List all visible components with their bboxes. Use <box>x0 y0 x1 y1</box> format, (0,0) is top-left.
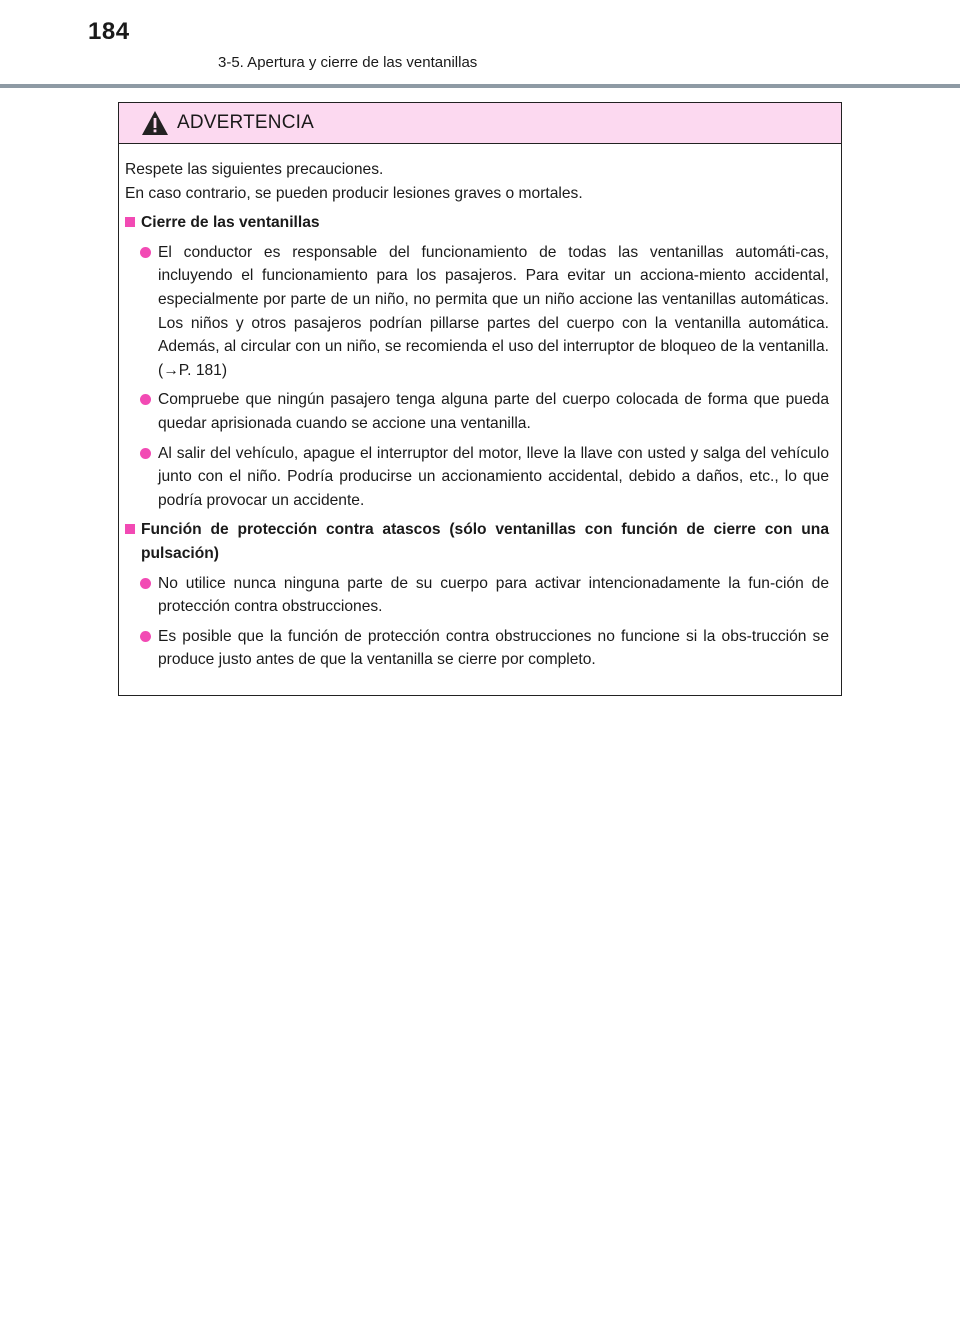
topic-title: Función de protección contra atascos (sólo ventanillas con función de cierre con una pulsación) <box>141 521 829 562</box>
intro-line: En caso contrario, se pueden producir lesiones graves o mortales. <box>125 184 583 202</box>
topic-jam-protection <box>125 518 829 672</box>
circle-bullet-icon <box>140 578 151 589</box>
warning-body <box>119 144 841 672</box>
topic-window-closing <box>125 211 829 512</box>
topic-title: Cierre de las ventanillas <box>141 214 320 232</box>
list-item-text: No utilice nunca ninguna parte de su cuerpo para activar intencionadamente la fun-ción de protección contra obstrucciones. <box>158 574 829 616</box>
list-item <box>140 625 829 672</box>
section-title: 3-5. Apertura y cierre de las ventanillas <box>218 54 478 71</box>
list-item <box>140 572 829 619</box>
list-item <box>140 442 829 513</box>
warning-triangle-icon <box>141 110 169 136</box>
intro-line: Respete las siguientes precauciones. <box>125 161 384 178</box>
circle-bullet-icon <box>140 247 151 258</box>
warning-box <box>118 102 842 696</box>
list-item <box>140 241 829 383</box>
list-item-text: Compruebe que ningún pasajero tenga alguna parte del cuerpo colocada de forma que pueda quedar aprisionada cuando se accione una ventanilla. <box>158 391 829 432</box>
circle-bullet-icon <box>140 448 151 459</box>
list-item-text: El conductor es responsable del funcionamiento de todas las ventanillas automáti-cas, incluyendo el funcionamiento para los pasajeros. Para evitar un acciona-miento accidental, especialmente por parte de un niño, no permita que un niño accione las ventanillas automáticas. Los niños y otros pasajeros podrían pillarse partes del cuerpo con la ventanilla automática. Además, al circular con un niño, se recomienda el uso del interruptor de bloqueo de la ventanilla. (→P. 181) <box>158 243 829 379</box>
topic-heading <box>125 518 829 565</box>
circle-bullet-icon <box>140 394 151 405</box>
square-bullet-icon <box>125 217 135 227</box>
warning-title: ADVERTENCIA <box>177 112 314 133</box>
header-rule <box>0 84 960 88</box>
page-number: 184 <box>88 18 130 45</box>
list-item <box>140 388 829 435</box>
square-bullet-icon <box>125 524 135 534</box>
page-header <box>0 0 960 90</box>
topic-heading <box>125 211 829 235</box>
list-item-text: Al salir del vehículo, apague el interruptor del motor, lleve la llave con usted y salga del vehículo junto con el niño. Podría producirse un accionamiento accidental, debido a daños, etc., lo que podría provocar un accidente. <box>158 444 829 509</box>
circle-bullet-icon <box>140 631 151 642</box>
list-item-text: Es posible que la función de protección contra obstrucciones no funcione si la obs-trucción se produce justo antes de que la ventanilla se cierre por completo. <box>158 627 829 669</box>
warning-intro <box>125 158 829 205</box>
warning-header <box>119 103 841 144</box>
